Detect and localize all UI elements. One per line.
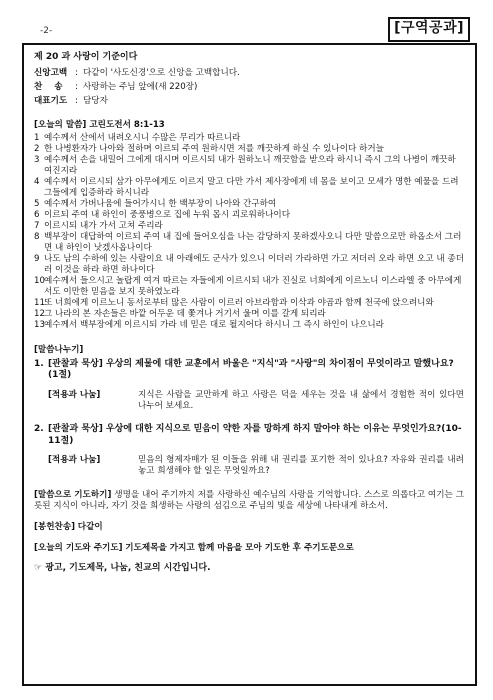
pointing-hand-icon: ☞ <box>34 563 43 574</box>
offering-text: 다같이 <box>77 522 103 533</box>
word-heading: [오늘의 말씀] <box>34 119 87 130</box>
meta-value: 사랑하는 주님 앞에(새 220장) <box>83 81 198 92</box>
verse-item: 2 한 나병환자가 나아와 절하며 이르되 주여 원하시면 저를 깨끗하게 하실 수 있나이다 하거늘 <box>34 143 384 154</box>
verse-item: 10 예수께서 들으시고 놀랍게 여겨 따르는 자들에게 이르시되 내가 진실로 너희에게 이르노니 이스라엘 중 아무에게서도 이만한 믿음을 보지 못하였노라 <box>34 275 462 297</box>
meta-row-prayer: 대표기도 : 담당자 <box>34 95 108 106</box>
application-2 <box>48 455 464 477</box>
question-text: [관찰과 묵상] 우상의 제물에 대한 교훈에서 바울은 "지식"과 "사랑"의 차이점이 무엇이라고 말했나요?(1절) <box>48 358 454 381</box>
verse-item: 3 예수께서 손을 내밀어 그에게 대시며 이르시되 내가 원하노니 깨끗함을 받으라 하시니 즉시 그의 나병이 깨끗하여진지라 <box>34 154 456 176</box>
lesson-box <box>22 43 477 686</box>
section-tag: [구역공과] <box>388 17 470 42</box>
meta-value: 담당자 <box>83 95 108 106</box>
topics-text: 기도제목을 가지고 함께 마음을 모아 기도한 후 주기도문으로 <box>125 543 354 554</box>
offering-heading: [봉헌찬송] <box>34 522 76 533</box>
prayer-heading: [말씀으로 기도하기] <box>34 490 112 501</box>
lesson-title: 제 20 과 사랑이 기준이다 <box>34 52 138 62</box>
meta-key: 대표기도 <box>34 95 68 106</box>
verse-list <box>34 133 464 331</box>
application-text: 지식은 사람을 교만하게 하고 사랑은 덕을 세우는 것을 내 삶에서 경험한 적이 있다면 나누어 보세요. <box>138 389 464 411</box>
word-reference: 고린도전서 8:1-13 <box>89 119 165 130</box>
verse-item: 5 예수께서 가버나움에 들어가시니 한 백부장이 나아와 간구하여 <box>34 198 277 209</box>
offering-line <box>34 522 464 533</box>
question-text: [관찰과 묵상] 우상에 대한 지식으로 믿음이 약한 자를 망하게 하지 말아야 하는 이유는 무엇인가요?(10-11절) <box>48 423 462 446</box>
verse-item: 6 이르되 주여 내 하인이 중풍병으로 집에 누워 몹시 괴로워하나이다 <box>34 209 290 220</box>
closing-text: 광고, 기도제목, 나눔, 친교의 시간입니다. <box>45 563 211 574</box>
page-number: -2- <box>40 26 53 36</box>
verse-item: 12 그 나라의 본 자손들은 바깥 어두운 데 쫓겨나 거기서 울며 이를 갈게 되리라 <box>34 308 326 319</box>
verse-item: 13 예수께서 백부장에게 이르시되 가라 네 믿은 대로 될지어다 하시니 그 즉시 하인이 나으니라 <box>34 319 384 330</box>
page-header <box>0 0 493 40</box>
meta-key: 신앙고백 <box>34 67 68 78</box>
verse-item: 1 예수께서 산에서 내려오시니 수많은 무리가 따르니라 <box>34 132 241 143</box>
application-label: [적용과 나눔] <box>48 455 101 466</box>
closing-line <box>34 563 464 575</box>
verse-item: 7 이르시되 내가 가서 고쳐 주리라 <box>34 220 163 231</box>
question-2: 2. [관찰과 묵상] 우상에 대한 지식으로 믿음이 약한 자를 망하게 하지 말아야 하는 이유는 무엇인가요?(10-11절) <box>34 424 464 447</box>
topics-line <box>34 543 464 554</box>
sharing-heading: [말씀나누기] <box>34 344 84 355</box>
question-1: 1. [관찰과 묵상] 우상의 제물에 대한 교훈에서 바울은 "지식"과 "사랑"의 차이점이 무엇이라고 말했나요?(1절) <box>34 359 464 382</box>
application-text: 믿음의 형제자매가 된 이들을 위해 내 권리를 포기한 적이 있나요? 자유와 권리를 내려놓고 희생해야 할 일은 무엇일까요? <box>138 455 464 477</box>
meta-value: 다같이 '사도신경'으로 신앙을 고백합니다. <box>83 67 240 78</box>
verse-item: 9 나도 남의 수하에 있는 사람이요 내 아래에도 군사가 있으니 이더러 가라하면 가고 저더러 오라 하면 오고 내 종더러 이것을 하라 하면 하나이다 <box>34 253 465 275</box>
meta-key: 찬 송 <box>34 81 63 92</box>
prayer-text: 생명을 내어 주기까지 저를 사랑하신 예수님의 사랑을 기억합니다. 스스로 의롭다고 여기는 그릇된 지식이 아니라, 자기 것을 희생하는 사랑의 섬김으로 주님의 빛을 세상에 나타내게 하소서. <box>34 490 465 512</box>
meta-row-hymn: 찬 송 : 사랑하는 주님 앞에(새 220장) <box>34 81 198 92</box>
word-heading-line <box>34 120 464 131</box>
meta-row-confession: 신앙고백 : 다같이 '사도신경'으로 신앙을 고백합니다. <box>34 67 240 78</box>
topics-heading: [오늘의 기도와 주기도] <box>34 543 123 554</box>
application-label: [적용과 나눔] <box>48 389 101 400</box>
verse-item: 8 백부장이 대답하여 이르되 주여 내 집에 들어오심을 나는 감당하지 못하겠사오니 다만 말씀으로만 하옵소서 그러면 내 하인이 낫겠사옵나이다 <box>34 231 462 253</box>
prayer-paragraph <box>34 490 464 512</box>
verse-item: 4 예수께서 이르시되 삼가 아무에게도 이르지 말고 다만 가서 제사장에게 네 몸을 보이고 모세가 명한 예물을 드려 그들에게 입증하라 하시니라 <box>34 176 459 198</box>
application-1 <box>48 390 464 412</box>
verse-item: 11 또 너희에게 이르노니 동서로부터 많은 사람이 이르러 아브라함과 이삭과 야곱과 함께 천국에 앉으려니와 <box>34 297 434 308</box>
